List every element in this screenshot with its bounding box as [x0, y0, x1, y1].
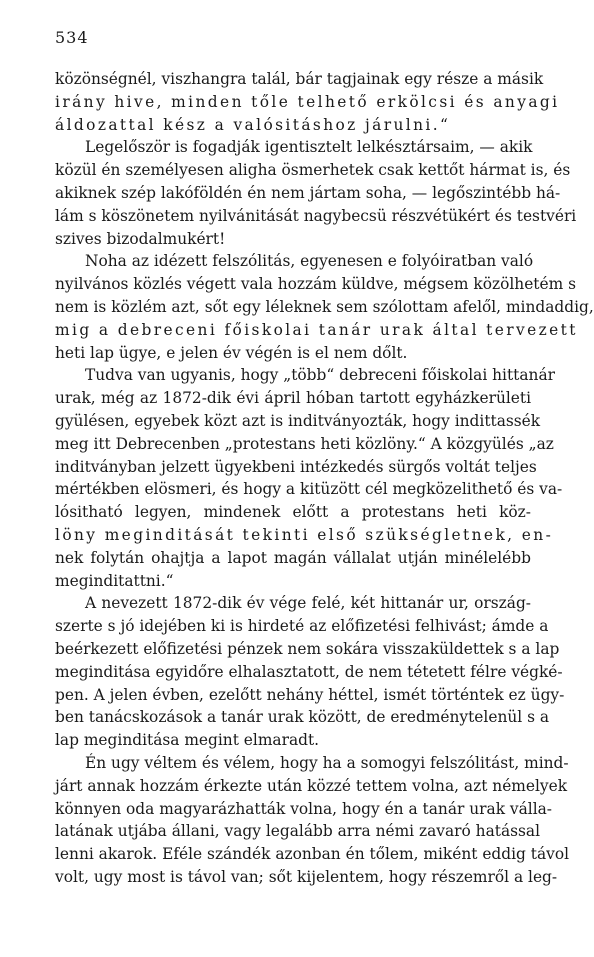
text-line: lenni akarok. Eféle szándék azonban én tőlem, miként eddig távol: [55, 845, 570, 864]
text-line: latának utjába állani, vagy legalább arra némi zavaró hatással: [55, 822, 541, 841]
text-line: Tudva van ugyanis, hogy „több“ debreceni főiskolai hittanár: [85, 366, 555, 385]
text-line: meginditása egyidőre elhalasztatott, de nem tétetett félre végké-: [55, 662, 563, 681]
text-line: szerte s jó idejében ki is hirdeté az előfizetési felhivást; ámde a: [55, 617, 549, 636]
page-number: 534: [55, 28, 89, 47]
text-line: nem is közlém azt, sőt egy léleknek sem szólottam afelől, mindaddig,: [55, 297, 594, 316]
text-line: lám s köszönetem nyilvánitását nagybecsü részvétükért és testvéri: [55, 206, 577, 225]
text-line: lap meginditása megint elmaradt.: [55, 731, 320, 750]
text-line: lósitható legyen, mindenek előtt a protestans heti köz-: [55, 503, 531, 522]
text-line: nek folytán ohajtja a lapot magán vállalat utján minélelébb: [55, 548, 531, 567]
text-line: mértékben elösmeri, és hogy a kitüzött cél megközelithető és va-: [55, 480, 563, 499]
text-line: ben tanácskozások a tanár urak között, de eredménytelenül s a: [55, 708, 550, 727]
text-line: Legelőször is fogadják igentisztelt lelkésztársaim, — akik: [85, 138, 533, 157]
text-line: nyilvános közlés végett vala hozzám küldve, mégsem közölhetém s: [55, 275, 576, 294]
text-line: közül én személyesen aligha ösmerhetek csak kettőt hármat is, és: [55, 161, 571, 180]
text-line: szives bizodalmukért!: [55, 229, 226, 248]
text-line: közönségnél, viszhangra talál, bár tagjainak egy része a másik: [55, 70, 544, 88]
body-text: [55, 68, 594, 889]
text-line: volt, ugy most is távol van; sőt kijelentem, hogy részemről a leg-: [55, 867, 558, 886]
text-line: urak, még az 1872-dik évi ápril hóban tartott egyházkerületi: [55, 389, 531, 408]
text-line: heti lap ügye, e jelen év végén is el nem dőlt.: [55, 343, 408, 362]
text-line: Noha az idézett felszólitás, egyenesen e folyóiratban való: [85, 252, 534, 271]
text-line: meg itt Debrecenben „protestans heti közlöny.“ A közgyülés „az: [55, 434, 554, 453]
text-line: A nevezett 1872-dik év vége felé, két hittanár ur, ország-: [85, 594, 531, 613]
text-line: inditványban jelzett ügyekbeni intézkedés sürgős voltát teljes: [55, 457, 537, 476]
text-line: áldozattal kész a valósitáshoz járulni.“: [55, 115, 451, 134]
text-line: gyülésen, egyebek közt azt is inditványozták, hogy indittassék: [55, 411, 541, 430]
text-line: irány hive, minden tőle telhető erkölcsi és anyagi: [55, 92, 560, 111]
text-line: akiknek szép lakóföldén én nem jártam soha, — legőszintébb há-: [55, 183, 561, 202]
text-line: pen. A jelen évben, ezelőtt nehány héttel, ismét történtek ez ügy-: [55, 685, 565, 704]
text-line: mig a debreceni főiskolai tanár urak által tervezett: [55, 320, 578, 339]
text-line: meginditattni.“: [55, 571, 174, 590]
text-line: könnyen oda magyarázhatták volna, hogy én a tanár urak válla-: [55, 799, 553, 818]
text-line: löny meginditását tekinti első szükségletnek, en-: [55, 525, 554, 544]
text-line: beérkezett előfizetési pénzek nem sokára visszaküldettek s a lap: [55, 639, 560, 658]
text-line: Én ugy véltem és vélem, hogy ha a somogyi felszólitást, mind-: [85, 753, 569, 772]
text-line: járt annak hozzám érkezte után közzé tettem volna, azt némelyek: [55, 776, 568, 795]
